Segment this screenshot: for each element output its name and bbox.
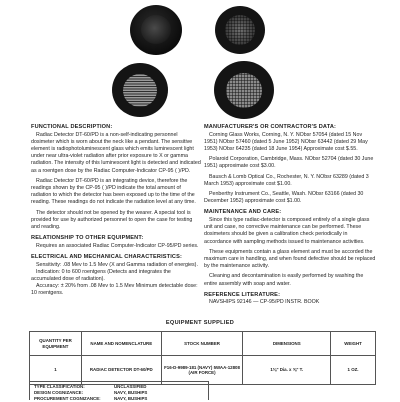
- relationship-paragraph: Requires an associated Radiac Computer-Indicator CP-95/PD series.: [36, 242, 199, 249]
- cell-name: RADIAC DETECTOR DT-60/PD: [81, 356, 161, 385]
- functional-description-paragraph-1: Radiac Detector DT-60/PD is a non-self-indicating personnel dosimeter which is worn about the neck like a pendant. The sensitive element is radiophotoluminescent glass which emits luminescent light under near ultra-violet radiation after prior exposure to X or gamma radiation. The intensity of this luminescent light is detected and indicated as a roentgen dose by the Radiac Computer-Indicator CP-95 ( )/PD.: [31, 131, 201, 174]
- cell-weight: 1 OZ.: [331, 356, 376, 385]
- functional-description-heading: FUNCTIONAL DESCRIPTION:: [31, 124, 113, 130]
- manufacturer-penberthy: Penberthy Instrument Co., Seattle, Wash. NObsr 63166 (dated 30 December 1952) approximate cost $1.00.: [204, 191, 364, 205]
- header-weight: WEIGHT: [331, 332, 376, 356]
- maintenance-paragraph-1: Since this type radiac-detector is composed entirely of a single glass unit and case, no corrective maintenance can be performed. These dosimeters should be given a calibration check periodically in accordance with sampling methods issued to maintenance activities.: [204, 217, 370, 245]
- classification-key: PROCUREMENT COGNIZANCE:: [34, 395, 101, 401]
- classification-value: UNCLASSIFIED: [114, 384, 147, 389]
- manufacturer-bausch-lomb: Bausch & Lomb Optical Co., Rochester, N. Y. NObsr 63289 (dated 3 March 1953) approximate cost $1.00.: [204, 173, 369, 187]
- equipment-table-header-row: [30, 332, 376, 356]
- header-name: NAME AND NOMENCLATURE: [81, 332, 161, 356]
- maintenance-heading: MAINTENANCE AND CARE:: [204, 209, 282, 216]
- right-column: [204, 124, 376, 307]
- cell-stock-number: F16-D-9989-181 (NAVY) 5WAA-12808 (AIR FORCE): [161, 356, 243, 385]
- detector-photo-top-right: [215, 6, 265, 54]
- header-quantity: QUANTITY PER EQUIPMENT: [30, 332, 82, 356]
- functional-description-paragraph-2: Radiac Detector DT-60/PD is an integrating device, therefore the readings shown by the CP-95 ( )/PD indicate the total amount of radiation to which the detector has been exposed up to the time of the reading. These readings do not indicate the radiation level at any time.: [31, 177, 196, 206]
- classification-value: NAVY, BUSHIPS: [114, 389, 148, 395]
- header-dimensions: DIMENSIONS: [243, 332, 331, 356]
- cell-quantity: 1: [30, 356, 82, 385]
- maintenance-paragraph-2: These equipments contain a glass element and must be accorded the maximum care in handling, and when found defective should be replaced by the maintenance activity.: [204, 248, 376, 270]
- header-stock-number: STOCK NUMBER: [161, 332, 243, 356]
- cell-dimensions: 1⅜" Dia. x ⅝" T.: [243, 356, 331, 385]
- device-photos: [0, 0, 400, 122]
- classification-value: NAVY, BUSHIPS: [114, 395, 148, 401]
- detector-photo-bottom-left: [112, 63, 168, 117]
- equipment-table: [29, 331, 376, 385]
- classification-key: DESIGN COGNIZANCE:: [34, 389, 84, 395]
- classification-box: [29, 381, 209, 400]
- relationship-heading: RELATIONSHIP TO OTHER EQUIPMENT:: [31, 235, 144, 242]
- manufacturer-polaroid: Polaroid Corporation, Cambridge, Mass. NObsr 52704 (dated 30 June 1951) approximate cost $3.00.: [204, 156, 374, 170]
- classification-row: [34, 396, 204, 402]
- reference-literature-heading: REFERENCE LITERATURE:: [204, 291, 281, 298]
- reference-literature-line: NAVSHIPS 92146 — CP-95/PD INSTR. BOOK: [209, 299, 320, 306]
- classification-key: TYPE CLASSIFICATION:: [34, 384, 85, 389]
- manufacturer-corning: Corning Glass Works, Corning, N. Y. NObsr 57054 (dated 15 Nov 1951) NObsr 57460 (dated 5 June 1952) NObsr 63442 (dated 29 May 1953) NObsr 64235 (dated 18 June 1954) Approximate cost $.55.: [204, 131, 368, 152]
- sensitivity-text: Sensitivity: .08 Mev to 1.5 Mev (X and Gamma radiation of energies).: [36, 261, 198, 268]
- manufacturers-heading: MANUFACTURER'S OR CONTRACTOR'S DATA:: [204, 124, 337, 130]
- equipment-supplied-title: EQUIPMENT SUPPLIED: [165, 320, 235, 326]
- maintenance-paragraph-3: Cleaning and decontamination is easily performed by washing the entire assembly with soap and water.: [204, 273, 364, 287]
- accuracy-text: Accuracy: ± 20% from .08 Mev to 1.5 Mev Minimum detectable dose: 10 roentgens.: [31, 283, 198, 297]
- left-column: [31, 124, 201, 298]
- detector-photo-top-left: [130, 5, 182, 55]
- functional-description-paragraph-3: The detector should not be opened by the wearer. A special tool is provided for use by authorized personnel to open the case for testing and reading.: [31, 209, 193, 231]
- indication-text: Indication: 0 to 600 roentgens (Detects and integrates the accumulated dose of radiation).: [31, 268, 171, 283]
- electrical-mechanical-heading: ELECTRICAL AND MECHANICAL CHARACTERISTICS:: [31, 254, 183, 261]
- detector-photo-bottom-right: [214, 61, 274, 119]
